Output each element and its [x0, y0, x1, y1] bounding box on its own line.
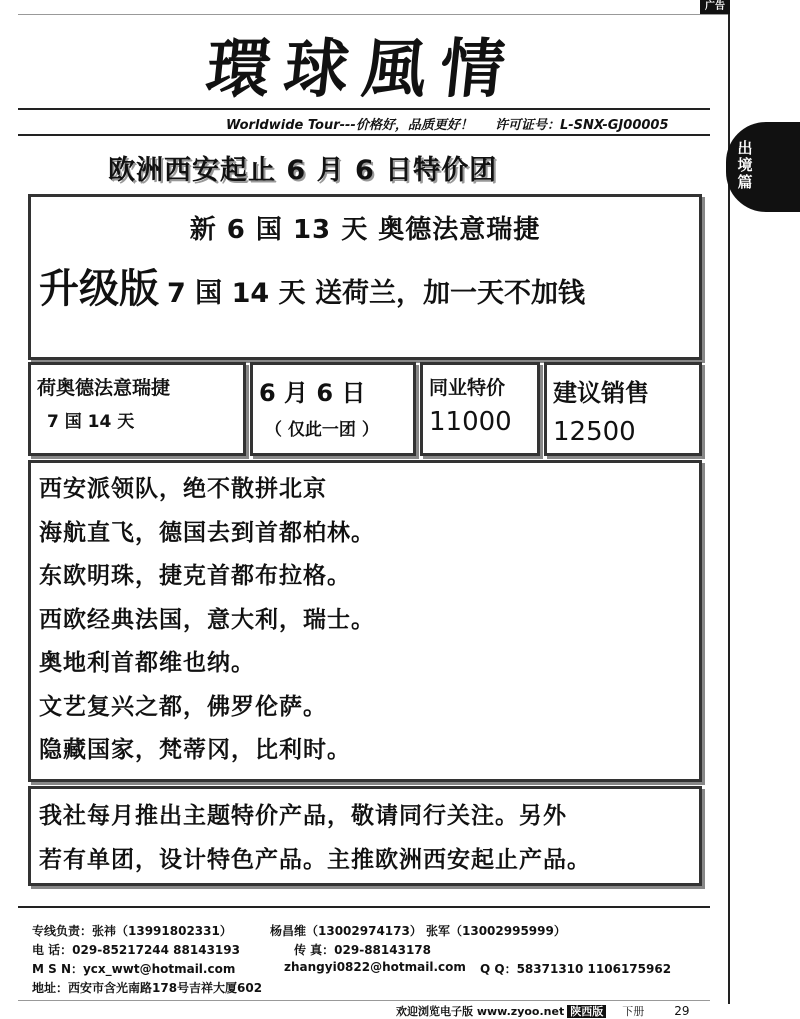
note-line: 若有单团，设计特色产品。主推欧洲西安起止产品。	[39, 847, 591, 873]
footer-browse-text: 欢迎浏览电子版 www.zyoo.net	[396, 1005, 565, 1018]
route-title: 荷奥德法意瑞捷	[37, 377, 171, 399]
masthead-subtitle-row	[226, 114, 710, 133]
retail-price-label: 建议销售	[553, 379, 649, 407]
footer-divider	[18, 1000, 710, 1001]
upgrade-row	[39, 257, 585, 314]
page-number: 29	[674, 1004, 690, 1018]
retail-price-value: 12500	[553, 417, 636, 447]
contact-phone-row	[32, 941, 432, 958]
hotline-contact: 张军（13002995999）	[426, 924, 566, 938]
offer-box	[28, 194, 702, 360]
contact-hotline-row	[32, 922, 566, 939]
masthead-divider	[18, 108, 710, 110]
masthead-slogan: Worldwide Tour---价格好，品质更好！	[226, 118, 473, 133]
hotline-contact: 杨昌维（13002974173）	[270, 924, 422, 938]
offer-line: 新 6 国 13 天 奥德法意瑞捷	[189, 215, 541, 245]
main-heading: 欧洲西安起止 6 月 6 日特价团	[108, 155, 498, 186]
retail-price-cell	[544, 362, 702, 456]
msn-address: zhangyi0822@hotmail.com	[284, 960, 466, 974]
license-number: 许可证号：L-SNX-GJ00005	[494, 118, 669, 133]
contact-divider	[18, 906, 710, 908]
list-item: 隐藏国家，梵蒂冈，比利时。	[39, 737, 351, 763]
masthead-title: 環球風情	[202, 32, 523, 107]
list-item: 奥地利首都维也纳。	[39, 650, 255, 676]
masthead-divider-bottom	[18, 134, 710, 136]
list-item: 西安派领队，绝不散拼北京	[39, 476, 327, 502]
trade-price-value: 11000	[429, 407, 512, 437]
highlights-list	[39, 469, 375, 774]
msn-address: M S N：ycx_wwt@hotmail.com	[32, 962, 236, 976]
list-item: 东欧明珠，捷克首都布拉格。	[39, 563, 351, 589]
note-box	[28, 786, 702, 886]
fax-number: 传 真：029-88143178	[294, 943, 432, 957]
volume-label: 下册	[622, 1005, 645, 1018]
upgrade-text: 7 国 14 天 送荷兰，加一天不加钱	[167, 278, 585, 309]
trade-price-cell	[420, 362, 540, 456]
ad-tag: 广告	[700, 0, 730, 14]
list-item: 西欧经典法国，意大利，瑞士。	[39, 606, 375, 633]
address: 地址：西安市含光南路178号吉祥大厦602	[32, 981, 263, 995]
footer	[396, 1003, 690, 1019]
upgrade-label: 升级版	[39, 266, 159, 312]
top-divider	[18, 14, 730, 15]
route-cell	[28, 362, 246, 456]
trade-price-label: 同业特价	[429, 377, 506, 399]
section-tab-label: 出境篇	[737, 139, 753, 191]
departure-date: 6 月 6 日	[259, 379, 366, 407]
edition-badge: 陕西版	[567, 1005, 606, 1018]
phone-numbers: 电 话：029-85217244 88143193	[32, 943, 240, 957]
date-note: （ 仅此一团 ）	[265, 420, 379, 440]
highlights-box	[28, 460, 702, 782]
list-item: 文艺复兴之都，佛罗伦萨。	[39, 693, 327, 720]
hotline-contact: 专线负责：张祎（13991802331）	[32, 924, 232, 938]
list-item: 海航直飞，德国去到首都柏林。	[39, 519, 375, 546]
section-tab-outbound	[726, 122, 800, 212]
qq-numbers: Q Q：58371310 1106175962	[480, 962, 672, 976]
note-line: 我社每月推出主题特价产品，敬请同行关注。另外	[39, 803, 567, 829]
route-days: 7 国 14 天	[47, 412, 135, 432]
contact-msn-row	[32, 960, 672, 977]
contact-address-row	[32, 979, 262, 996]
date-cell	[250, 362, 416, 456]
